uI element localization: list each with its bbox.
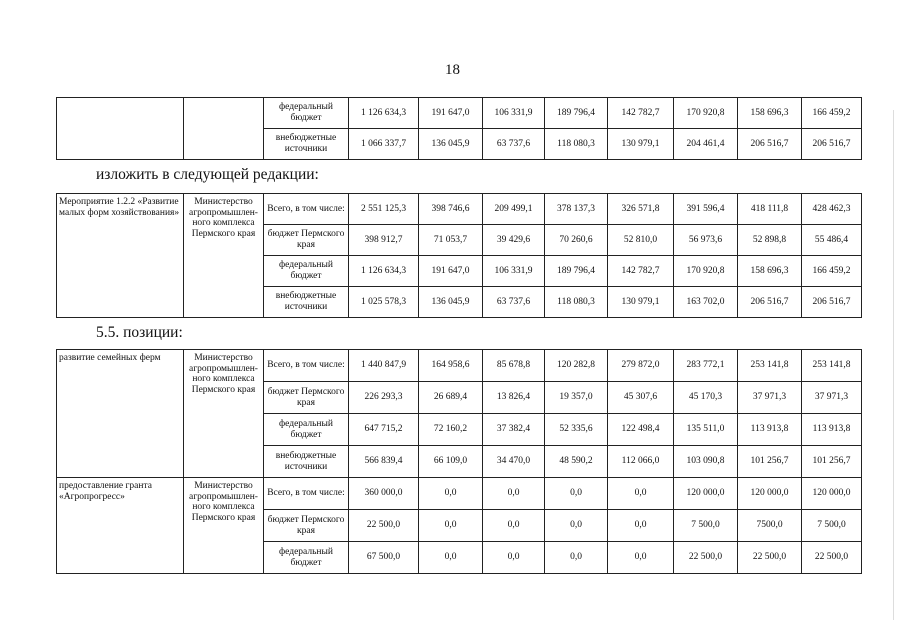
budget-table-measure-1-2-2 [56, 193, 862, 318]
funding-source-cell: внебюджетные источники [264, 129, 349, 160]
amount-cell: 0,0 [608, 542, 674, 574]
amount-cell: 85 678,8 [483, 350, 545, 382]
amount-cell: 118 080,3 [545, 129, 608, 160]
funding-source-cell: Всего, в том числе: [264, 478, 349, 510]
amount-cell: 566 839,4 [349, 446, 419, 478]
amount-cell: 1 066 337,7 [349, 129, 419, 160]
amount-cell: 120 000,0 [802, 478, 862, 510]
funding-source-cell: внебюджетные источники [264, 446, 349, 478]
amount-cell: 0,0 [483, 542, 545, 574]
amount-cell: 0,0 [545, 542, 608, 574]
amount-cell: 118 080,3 [545, 287, 608, 318]
amount-cell: 647 715,2 [349, 414, 419, 446]
amount-cell: 189 796,4 [545, 98, 608, 129]
amount-cell: 158 696,3 [738, 98, 802, 129]
ministry-cell: Министерство агропромышлен-ного комплекса Пермского края [184, 478, 264, 574]
measure-name-cell: развитие семейных ферм [57, 350, 184, 478]
amount-cell: 209 499,1 [483, 194, 545, 225]
amount-cell: 52 335,6 [545, 414, 608, 446]
amount-cell: 52 898,8 [738, 225, 802, 256]
funding-source-cell: бюджет Пермского края [264, 510, 349, 542]
amount-cell: 253 141,8 [738, 350, 802, 382]
amount-cell: 48 590,2 [545, 446, 608, 478]
amount-cell: 206 516,7 [738, 129, 802, 160]
amount-cell: 63 737,6 [483, 287, 545, 318]
funding-source-cell: Всего, в том числе: [264, 350, 349, 382]
amount-cell: 19 357,0 [545, 382, 608, 414]
heading-positions: 5.5. позиции: [96, 324, 183, 341]
amount-cell: 279 872,0 [608, 350, 674, 382]
amount-cell: 7500,0 [738, 510, 802, 542]
amount-cell: 428 462,3 [802, 194, 862, 225]
amount-cell: 418 111,8 [738, 194, 802, 225]
amount-cell: 166 459,2 [802, 98, 862, 129]
amount-cell: 1 440 847,9 [349, 350, 419, 382]
table-row [57, 478, 862, 510]
amount-cell: 391 596,4 [674, 194, 738, 225]
amount-cell: 0,0 [608, 510, 674, 542]
budget-table-fragment [56, 97, 862, 160]
amount-cell: 326 571,8 [608, 194, 674, 225]
amount-cell: 22 500,0 [738, 542, 802, 574]
amount-cell: 226 293,3 [349, 382, 419, 414]
heading-new-edition: изложить в следующей редакции: [96, 166, 319, 183]
amount-cell: 0,0 [608, 478, 674, 510]
budget-table-positions [56, 349, 862, 574]
table-row [57, 98, 862, 129]
amount-cell: 130 979,1 [608, 287, 674, 318]
amount-cell: 378 137,3 [545, 194, 608, 225]
amount-cell: 0,0 [419, 510, 483, 542]
amount-cell: 7 500,0 [802, 510, 862, 542]
amount-cell: 72 160,2 [419, 414, 483, 446]
amount-cell: 39 429,6 [483, 225, 545, 256]
amount-cell: 101 256,7 [738, 446, 802, 478]
amount-cell: 26 689,4 [419, 382, 483, 414]
amount-cell: 136 045,9 [419, 287, 483, 318]
table-row [57, 350, 862, 382]
amount-cell: 142 782,7 [608, 98, 674, 129]
amount-cell: 101 256,7 [802, 446, 862, 478]
funding-source-cell: федеральный бюджет [264, 542, 349, 574]
amount-cell: 130 979,1 [608, 129, 674, 160]
amount-cell: 166 459,2 [802, 256, 862, 287]
funding-source-cell: федеральный бюджет [264, 256, 349, 287]
amount-cell: 7 500,0 [674, 510, 738, 542]
empty-cell [184, 98, 264, 160]
amount-cell: 45 170,3 [674, 382, 738, 414]
amount-cell: 0,0 [483, 478, 545, 510]
amount-cell: 253 141,8 [802, 350, 862, 382]
page-number: 18 [445, 62, 460, 78]
funding-source-cell: федеральный бюджет [264, 414, 349, 446]
measure-name-cell: предоставление гранта «Агропрогресс» [57, 478, 184, 574]
amount-cell: 52 810,0 [608, 225, 674, 256]
amount-cell: 113 913,8 [738, 414, 802, 446]
amount-cell: 158 696,3 [738, 256, 802, 287]
amount-cell: 170 920,8 [674, 256, 738, 287]
amount-cell: 37 971,3 [802, 382, 862, 414]
amount-cell: 22 500,0 [349, 510, 419, 542]
amount-cell: 191 647,0 [419, 98, 483, 129]
amount-cell: 170 920,8 [674, 98, 738, 129]
measure-name-cell: Мероприятие 1.2.2 «Развитие малых форм хозяйствования» [57, 194, 184, 318]
amount-cell: 191 647,0 [419, 256, 483, 287]
amount-cell: 206 516,7 [802, 287, 862, 318]
amount-cell: 37 971,3 [738, 382, 802, 414]
amount-cell: 22 500,0 [802, 542, 862, 574]
amount-cell: 120 282,8 [545, 350, 608, 382]
amount-cell: 163 702,0 [674, 287, 738, 318]
amount-cell: 0,0 [419, 478, 483, 510]
funding-source-cell: Всего, в том числе: [264, 194, 349, 225]
amount-cell: 70 260,6 [545, 225, 608, 256]
amount-cell: 13 826,4 [483, 382, 545, 414]
funding-source-cell: бюджет Пермского края [264, 382, 349, 414]
amount-cell: 135 511,0 [674, 414, 738, 446]
amount-cell: 45 307,6 [608, 382, 674, 414]
amount-cell: 0,0 [483, 510, 545, 542]
ministry-cell: Министерство агропромышлен-ного комплекса Пермского края [184, 194, 264, 318]
amount-cell: 189 796,4 [545, 256, 608, 287]
amount-cell: 164 958,6 [419, 350, 483, 382]
amount-cell: 120 000,0 [674, 478, 738, 510]
funding-source-cell: бюджет Пермского края [264, 225, 349, 256]
amount-cell: 142 782,7 [608, 256, 674, 287]
amount-cell: 55 486,4 [802, 225, 862, 256]
amount-cell: 106 331,9 [483, 98, 545, 129]
amount-cell: 63 737,6 [483, 129, 545, 160]
amount-cell: 1 126 634,3 [349, 256, 419, 287]
amount-cell: 122 498,4 [608, 414, 674, 446]
funding-source-cell: внебюджетные источники [264, 287, 349, 318]
table-row [57, 194, 862, 225]
amount-cell: 398 746,6 [419, 194, 483, 225]
amount-cell: 2 551 125,3 [349, 194, 419, 225]
amount-cell: 67 500,0 [349, 542, 419, 574]
amount-cell: 0,0 [419, 542, 483, 574]
funding-source-cell: федеральный бюджет [264, 98, 349, 129]
amount-cell: 120 000,0 [738, 478, 802, 510]
amount-cell: 0,0 [545, 478, 608, 510]
amount-cell: 113 913,8 [802, 414, 862, 446]
amount-cell: 204 461,4 [674, 129, 738, 160]
amount-cell: 136 045,9 [419, 129, 483, 160]
ministry-cell: Министерство агропромышлен-ного комплекса Пермского края [184, 350, 264, 478]
amount-cell: 206 516,7 [802, 129, 862, 160]
amount-cell: 398 912,7 [349, 225, 419, 256]
amount-cell: 71 053,7 [419, 225, 483, 256]
amount-cell: 66 109,0 [419, 446, 483, 478]
amount-cell: 1 126 634,3 [349, 98, 419, 129]
amount-cell: 22 500,0 [674, 542, 738, 574]
amount-cell: 1 025 578,3 [349, 287, 419, 318]
amount-cell: 0,0 [545, 510, 608, 542]
empty-cell [57, 98, 184, 160]
amount-cell: 206 516,7 [738, 287, 802, 318]
amount-cell: 283 772,1 [674, 350, 738, 382]
amount-cell: 106 331,9 [483, 256, 545, 287]
amount-cell: 103 090,8 [674, 446, 738, 478]
scan-edge-line [893, 110, 894, 620]
amount-cell: 360 000,0 [349, 478, 419, 510]
amount-cell: 112 066,0 [608, 446, 674, 478]
amount-cell: 37 382,4 [483, 414, 545, 446]
amount-cell: 34 470,0 [483, 446, 545, 478]
amount-cell: 56 973,6 [674, 225, 738, 256]
